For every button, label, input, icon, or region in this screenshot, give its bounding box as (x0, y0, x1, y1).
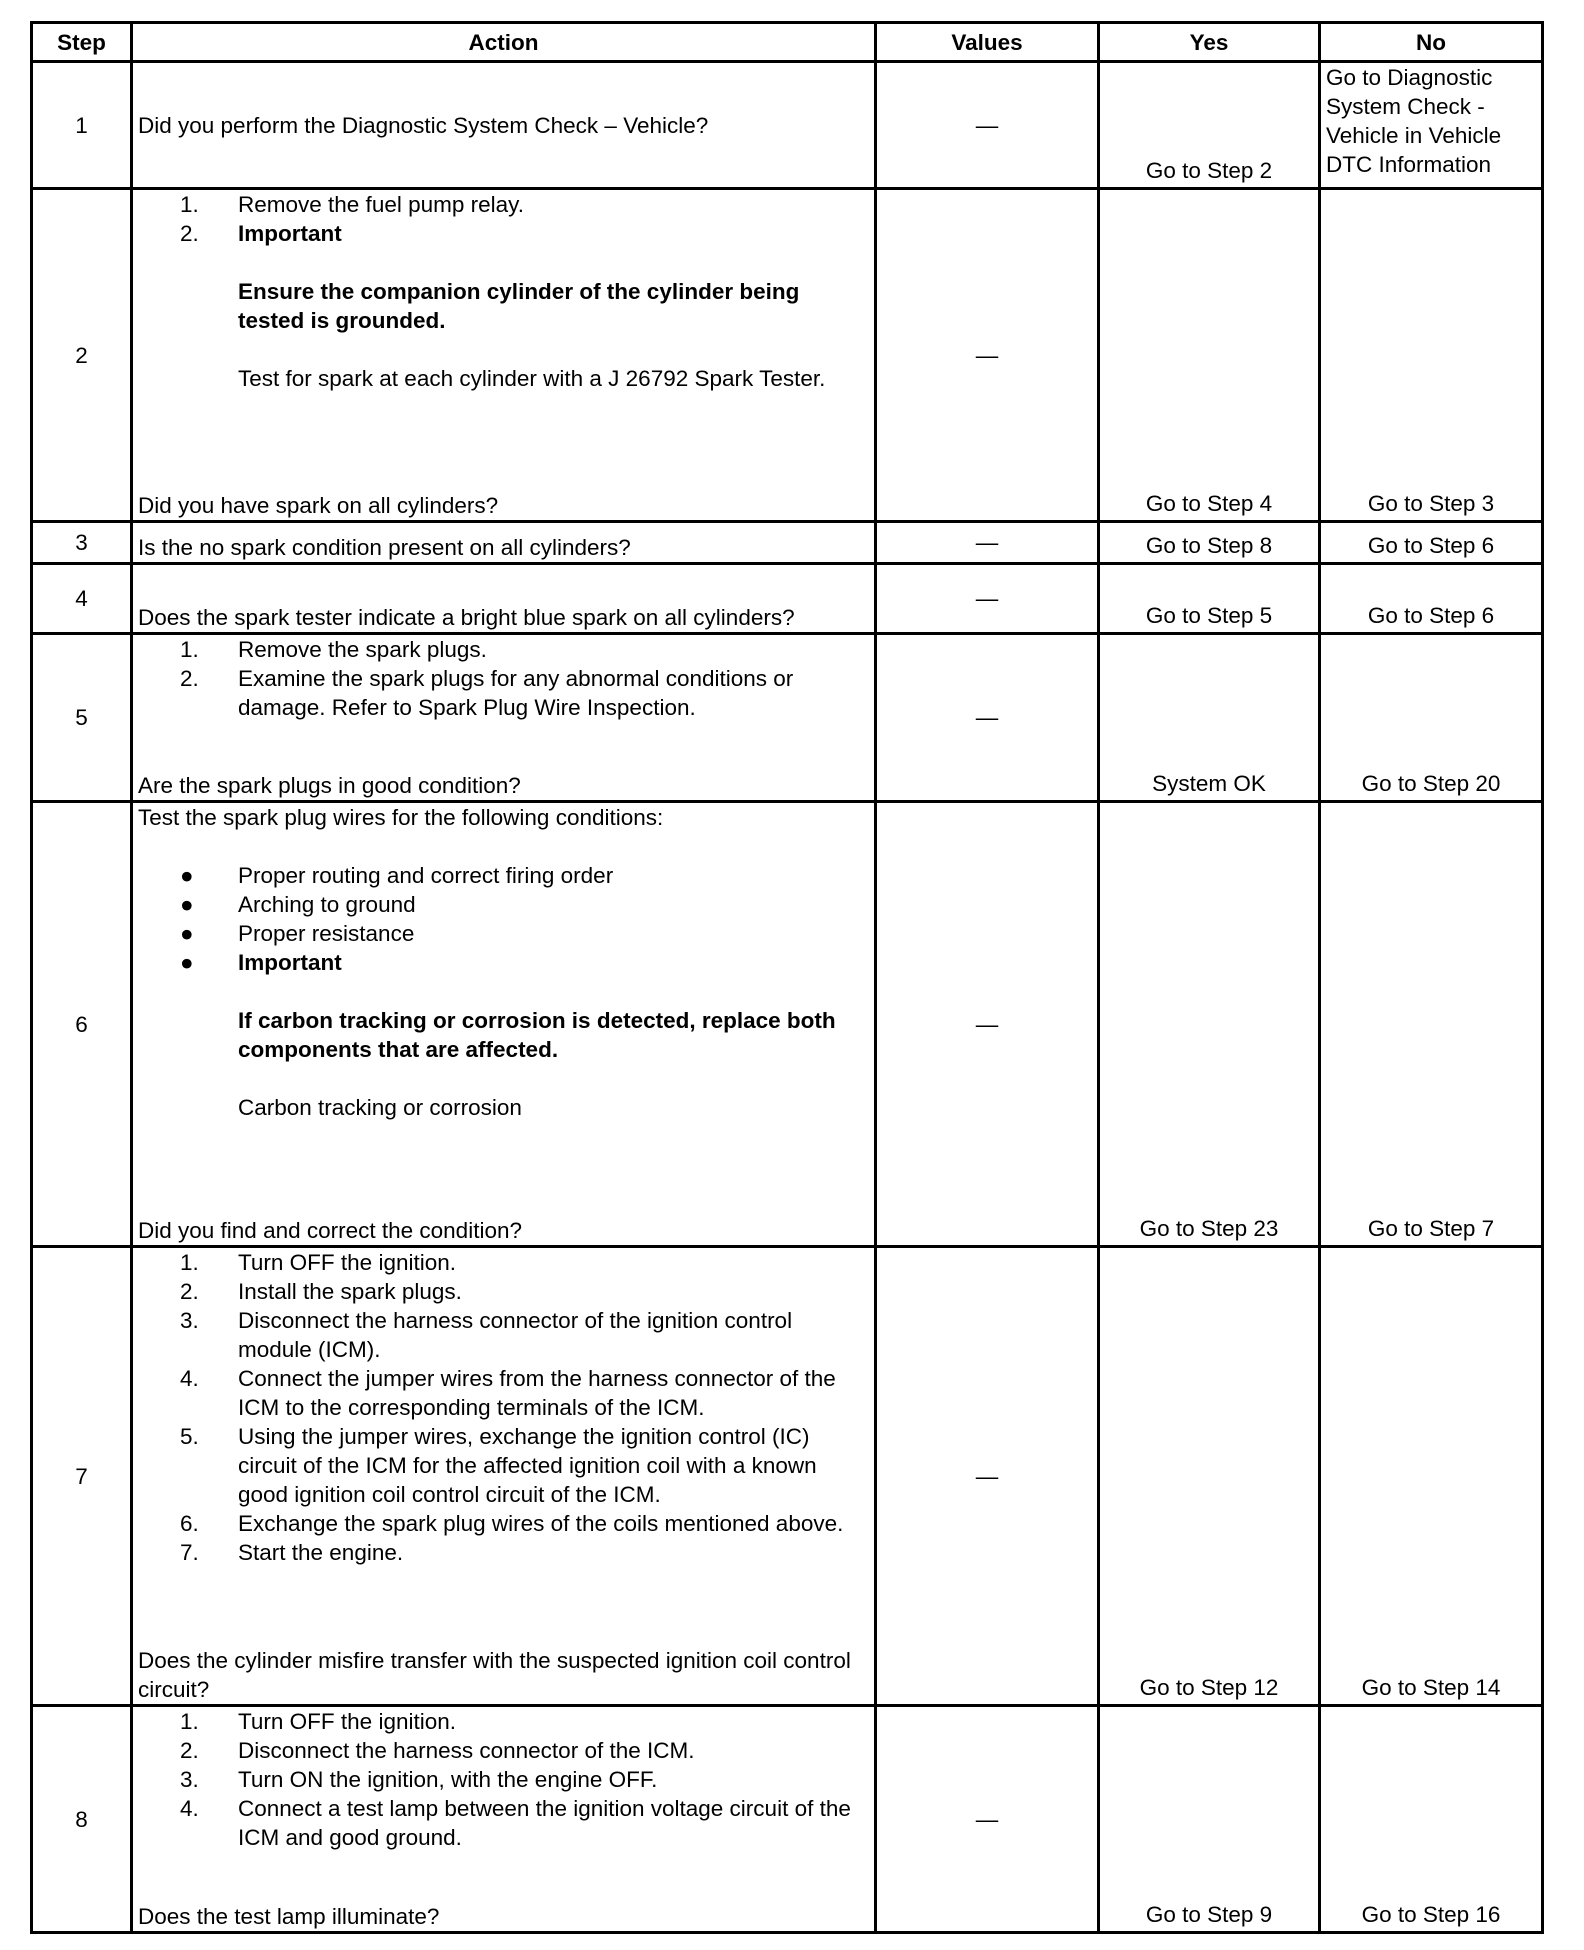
list-marker: 1. (180, 637, 199, 662)
list-text: Connect the jumper wires from the harness connector of the ICM to the corresponding terminals of the ICM. (238, 1366, 836, 1420)
action-question: Does the test lamp illuminate? (138, 1904, 440, 1929)
note-text: If carbon tracking or corrosion is detected, replace both components that are affected. (238, 1008, 836, 1062)
no-link[interactable]: Go to Diagnostic System Check - Vehicle in Vehicle DTC Information (1320, 62, 1543, 189)
action-steps (138, 1248, 869, 1567)
list-text: Using the jumper wires, exchange the ignition control (IC) circuit of the ICM for the affected ignition coil with a known good ignition coil control circuit of the ICM. (238, 1424, 817, 1507)
list-item (138, 1707, 869, 1736)
spacer (138, 1064, 869, 1093)
list-text: Turn OFF the ignition. (238, 1250, 457, 1275)
step-number: 3 (32, 522, 132, 564)
action-content (138, 1707, 869, 1931)
list-item (138, 1364, 869, 1422)
spacer (138, 832, 869, 861)
yes-link[interactable]: Go to Step 12 (1099, 1247, 1320, 1706)
list-text: Exchange the spark plug wires of the coils mentioned above. (238, 1511, 844, 1536)
list-item (138, 664, 869, 722)
values-cell: — (876, 1247, 1099, 1706)
list-item (138, 1306, 869, 1364)
step-number: 2 (32, 189, 132, 522)
values-cell: — (876, 634, 1099, 802)
action-content (138, 523, 869, 562)
list-marker: ● (180, 892, 194, 917)
list-item (138, 861, 869, 890)
list-text: Examine the spark plugs for any abnormal conditions or damage. Refer to Spark Plug Wire Inspection. (238, 666, 794, 720)
action-content (138, 190, 869, 520)
list-marker: ● (180, 950, 194, 975)
header-step: Step (32, 23, 132, 62)
list-item (138, 1794, 869, 1852)
list-item (138, 190, 869, 219)
action-cell (132, 564, 876, 634)
list-item (138, 635, 869, 664)
step-number: 8 (32, 1706, 132, 1933)
list-text: Remove the fuel pump relay. (238, 192, 524, 217)
table-row (32, 634, 1543, 802)
no-link[interactable]: Go to Step 6 (1320, 564, 1543, 634)
yes-link[interactable]: Go to Step 8 (1099, 522, 1320, 564)
values-cell: — (876, 802, 1099, 1247)
list-item (138, 919, 869, 948)
list-text: Start the engine. (238, 1540, 404, 1565)
note-text: Carbon tracking or corrosion (238, 1095, 522, 1120)
spacer (138, 977, 869, 1006)
list-item (138, 1277, 869, 1306)
table-body (32, 62, 1543, 1933)
list-marker: 4. (180, 1366, 199, 1391)
list-text: Turn ON the ignition, with the engine OFF. (238, 1767, 658, 1792)
action-cell (132, 802, 876, 1247)
action-cell (132, 62, 876, 189)
spacer (138, 248, 869, 277)
action-question: Does the cylinder misfire transfer with the suspected ignition coil control circuit? (138, 1648, 851, 1702)
diagnostic-table (30, 21, 1544, 1934)
spacer (138, 335, 869, 364)
action-question: Is the no spark condition present on all cylinders? (138, 535, 631, 560)
list-text: Connect a test lamp between the ignition voltage circuit of the ICM and good ground. (238, 1796, 851, 1850)
list-text: Turn OFF the ignition. (238, 1709, 457, 1734)
list-marker: 2. (180, 1279, 199, 1304)
no-link[interactable]: Go to Step 16 (1320, 1706, 1543, 1933)
table-row (32, 1247, 1543, 1706)
action-cell (132, 189, 876, 522)
list-marker: 7. (180, 1540, 199, 1565)
note-text: Test for spark at each cylinder with a J 26792 Spark Tester. (238, 366, 826, 391)
list-marker: 4. (180, 1796, 199, 1821)
list-item (138, 948, 869, 977)
action-content (138, 803, 869, 1245)
yes-link[interactable]: Go to Step 23 (1099, 802, 1320, 1247)
action-question: Did you find and correct the condition? (138, 1218, 522, 1243)
header-action: Action (132, 23, 876, 62)
note-text: Ensure the companion cylinder of the cylinder being tested is grounded. (238, 279, 800, 333)
list-marker: ● (180, 863, 194, 888)
list-marker: ● (180, 921, 194, 946)
table-row (32, 62, 1543, 189)
list-text: Proper resistance (238, 921, 415, 946)
action-steps (138, 190, 869, 393)
list-text: Disconnect the harness connector of the ICM. (238, 1738, 695, 1763)
action-content (138, 1248, 869, 1704)
yes-link[interactable]: Go to Step 2 (1099, 62, 1320, 189)
table-row (32, 1706, 1543, 1933)
no-link[interactable]: Go to Step 3 (1320, 189, 1543, 522)
list-marker: 2. (180, 221, 199, 246)
header-values: Values (876, 23, 1099, 62)
list-text: Remove the spark plugs. (238, 637, 487, 662)
values-cell: — (876, 62, 1099, 189)
list-marker: 6. (180, 1511, 199, 1536)
action-cell (132, 522, 876, 564)
header-no: No (1320, 23, 1543, 62)
list-item (138, 1736, 869, 1765)
values-cell: — (876, 522, 1099, 564)
list-item (138, 1509, 869, 1538)
list-item (138, 890, 869, 919)
action-cell (132, 634, 876, 802)
action-question: Are the spark plugs in good condition? (138, 773, 521, 798)
list-marker: 5. (180, 1424, 199, 1449)
intro-text: Test the spark plug wires for the following conditions: (138, 805, 664, 830)
list-marker: 1. (180, 1709, 199, 1734)
step-number: 4 (32, 564, 132, 634)
no-link[interactable]: Go to Step 7 (1320, 802, 1543, 1247)
table-row (32, 564, 1543, 634)
values-cell: — (876, 1706, 1099, 1933)
action-content (138, 635, 869, 800)
yes-link[interactable]: Go to Step 9 (1099, 1706, 1320, 1933)
yes-link[interactable]: Go to Step 5 (1099, 564, 1320, 634)
values-cell: — (876, 564, 1099, 634)
list-marker: 2. (180, 1738, 199, 1763)
yes-link[interactable]: Go to Step 4 (1099, 189, 1320, 522)
no-link[interactable]: Go to Step 6 (1320, 522, 1543, 564)
list-item (138, 219, 869, 248)
action-question: Did you have spark on all cylinders? (138, 493, 499, 518)
step-number: 1 (32, 62, 132, 189)
list-marker: 1. (180, 192, 199, 217)
header-row (32, 23, 1543, 62)
list-marker: 2. (180, 666, 199, 691)
yes-link[interactable]: System OK (1099, 634, 1320, 802)
list-item (138, 1422, 869, 1509)
action-steps (138, 635, 869, 722)
action-cell (132, 1247, 876, 1706)
action-steps (138, 1707, 869, 1852)
values-cell: — (876, 189, 1099, 522)
action-content (138, 565, 869, 632)
list-item (138, 1538, 869, 1567)
action-question: Did you perform the Diagnostic System Check – Vehicle? (138, 112, 709, 138)
list-text: Important (238, 221, 342, 246)
no-link[interactable]: Go to Step 20 (1320, 634, 1543, 802)
table-row (32, 802, 1543, 1247)
list-text: Install the spark plugs. (238, 1279, 462, 1304)
list-marker: 1. (180, 1250, 199, 1275)
list-item (138, 1248, 869, 1277)
list-item (138, 1765, 869, 1794)
no-link[interactable]: Go to Step 14 (1320, 1247, 1543, 1706)
action-content (138, 63, 869, 187)
list-text: Important (238, 950, 342, 975)
header-yes: Yes (1099, 23, 1320, 62)
list-text: Arching to ground (238, 892, 416, 917)
list-text: Disconnect the harness connector of the ignition control module (ICM). (238, 1308, 793, 1362)
list-marker: 3. (180, 1308, 199, 1333)
action-cell (132, 1706, 876, 1933)
table-row (32, 189, 1543, 522)
step-number: 6 (32, 802, 132, 1247)
table-row (32, 522, 1543, 564)
list-text: Proper routing and correct firing order (238, 863, 614, 888)
step-number: 7 (32, 1247, 132, 1706)
action-question: Does the spark tester indicate a bright blue spark on all cylinders? (138, 605, 795, 630)
list-marker: 3. (180, 1767, 199, 1792)
step-number: 5 (32, 634, 132, 802)
action-steps (138, 803, 869, 1122)
